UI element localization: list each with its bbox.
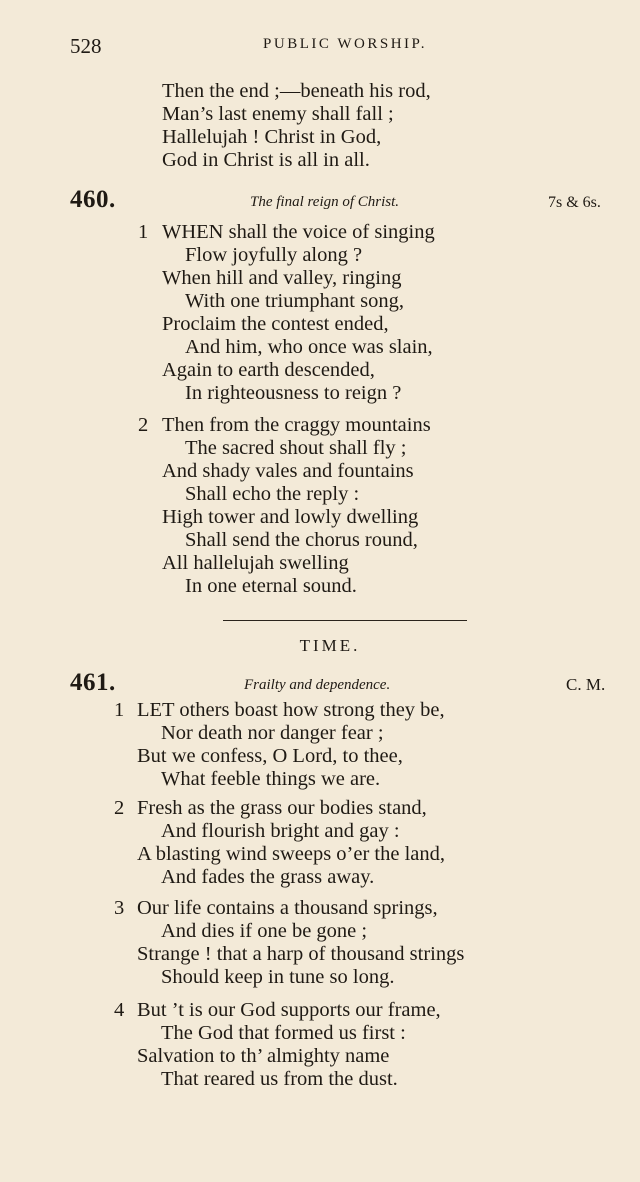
hymn-number-461: 461. [70,669,116,696]
verse-line: Should keep in tune so long. [161,966,395,988]
hymn-title-461: Frailty and dependence. [244,677,391,693]
continuation-line: Man’s last enemy shall fall ; [162,103,394,125]
verse-line: And flourish bright and gay : [161,820,400,842]
verse-line: What feeble things we are. [161,768,381,790]
verse-line: The God that formed us first : [161,1022,406,1044]
stanza-number: 2 [114,797,125,819]
stanza-number: 1 [138,221,149,243]
verse-line: That reared us from the dust. [161,1068,398,1090]
verse-line: And shady vales and fountains [162,460,414,482]
stanza-number: 2 [138,414,149,436]
section-heading: TIME. [299,636,361,655]
hymn-number-460: 460. [70,186,116,213]
verse-line: When hill and valley, ringing [162,267,402,289]
continuation-line: Then the end ;—beneath his rod, [162,80,431,102]
verse-line: Then from the craggy mountains [162,414,431,436]
verse-line: Flow joyfully along ? [185,244,363,266]
verse-line: The sacred shout shall fly ; [185,437,407,459]
verse-line: Again to earth descended, [162,359,375,381]
verse-line: LET others boast how strong they be, [137,699,445,721]
running-title: PUBLIC WORSHIP. [263,36,427,52]
verse-line: And fades the grass away. [161,866,375,888]
verse-line: Fresh as the grass our bodies stand, [137,797,427,819]
hymn-title-460: The final reign of Christ. [250,194,400,210]
hymn-meter-461: C. M. [566,675,606,694]
continuation-line: God in Christ is all in all. [162,149,370,171]
continuation-line: Hallelujah ! Christ in God, [162,126,382,148]
verse-line: All hallelujah swelling [162,552,349,574]
verse-line: WHEN shall the voice of singing [162,221,435,243]
verse-line: In one eternal sound. [185,575,357,597]
stanza-number: 3 [114,897,125,919]
verse-line: Our life contains a thousand springs, [137,897,438,919]
verse-line: And dies if one be gone ; [161,920,368,942]
verse-line: A blasting wind sweeps o’er the land, [137,843,446,865]
page-number: 528 [70,34,102,58]
verse-line: In righteousness to reign ? [185,382,402,404]
verse-line: And him, who once was slain, [185,336,433,358]
verse-line: Proclaim the contest ended, [162,313,389,335]
verse-line: Strange ! that a harp of thousand strings [137,943,465,965]
verse-line: With one triumphant song, [185,290,404,312]
verse-line: Nor death nor danger fear ; [161,722,384,744]
verse-line: But ’t is our God supports our frame, [137,999,441,1021]
section-divider [223,620,467,621]
hymn-meter-460: 7s & 6s. [548,194,601,211]
verse-line: Shall send the chorus round, [185,529,418,551]
stanza-number: 1 [114,699,125,721]
verse-line: High tower and lowly dwelling [162,506,419,528]
verse-line: But we confess, O Lord, to thee, [137,745,403,767]
stanza-number: 4 [114,999,125,1021]
verse-line: Shall echo the reply : [185,483,360,505]
verse-line: Salvation to th’ almighty name [137,1045,390,1067]
